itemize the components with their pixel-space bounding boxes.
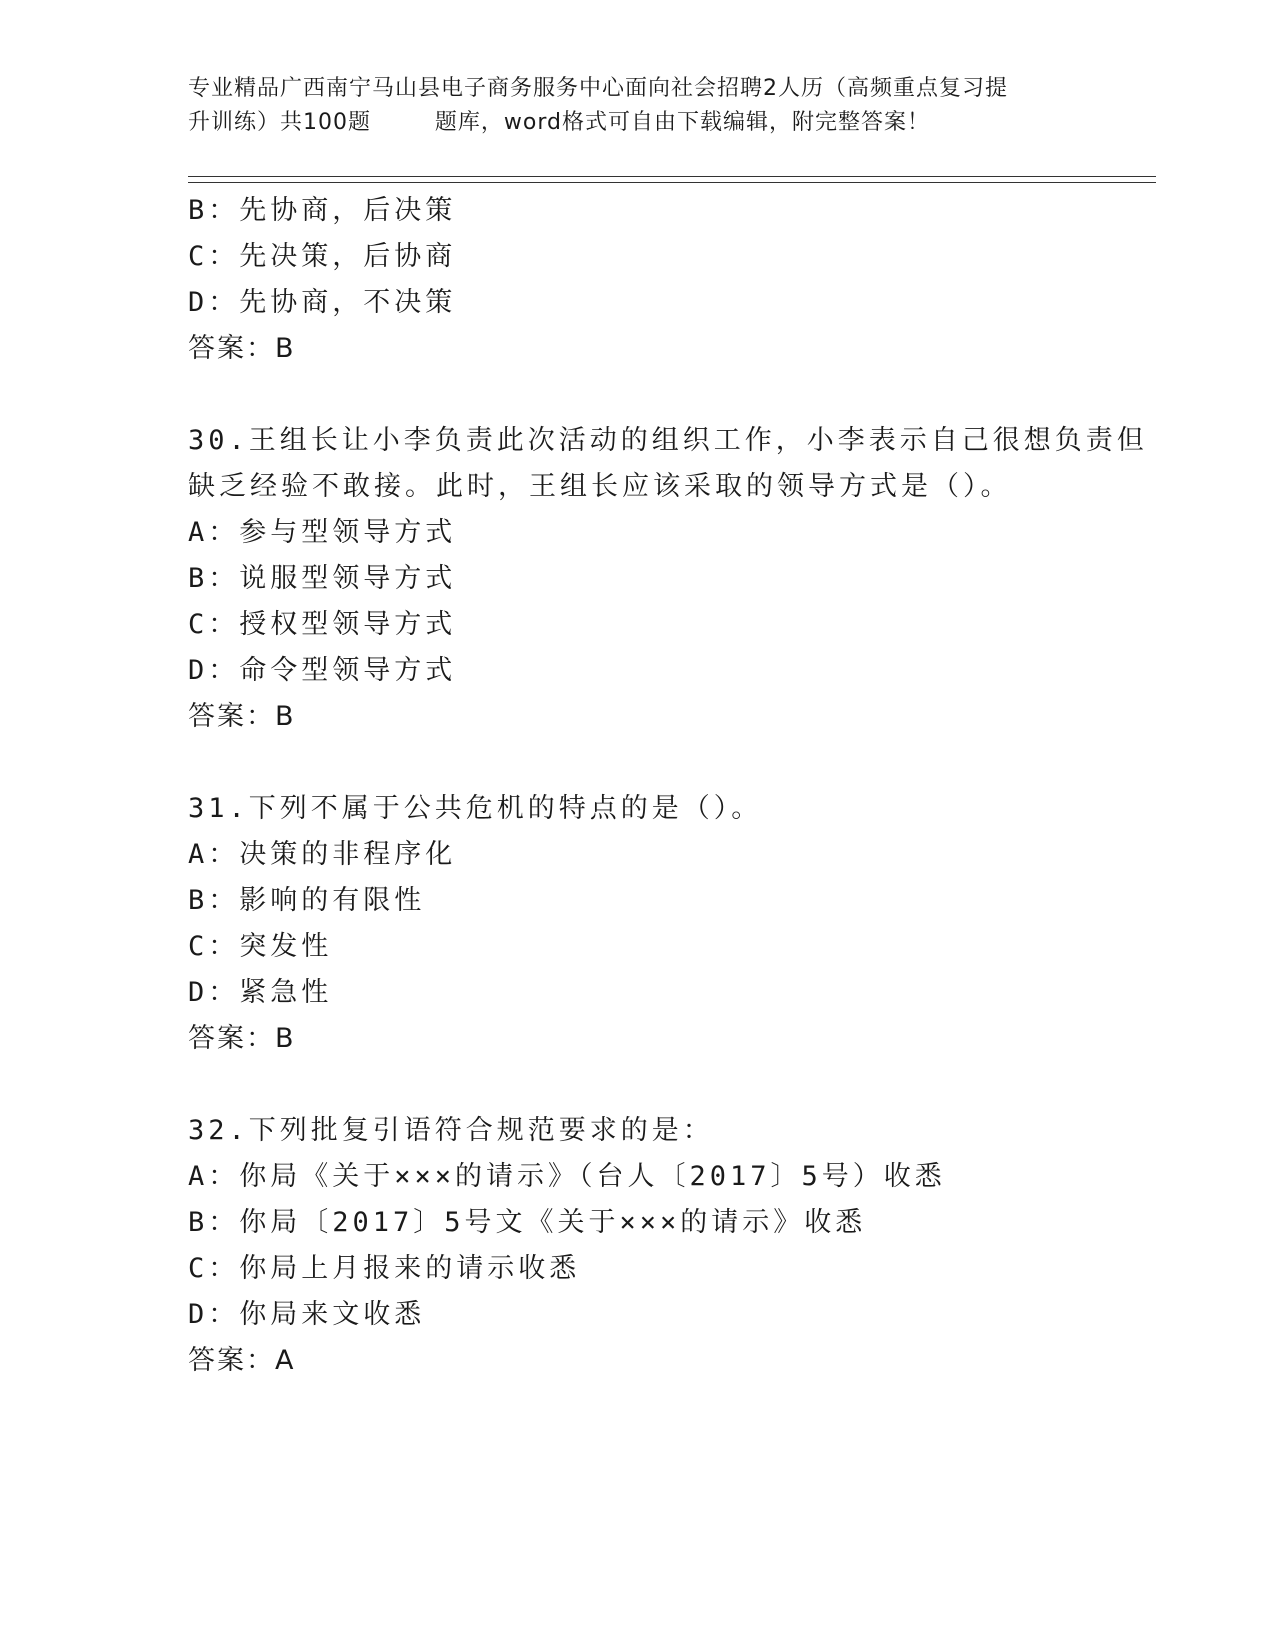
answer-label: 答案：A <box>188 1345 296 1376</box>
option-c: C：你局上月报来的请示收悉 <box>188 1253 581 1284</box>
option-a: A：参与型领导方式 <box>188 517 457 548</box>
question-stem-line: 32.下列批复引语符合规范要求的是： <box>188 1115 714 1146</box>
option-c: C：先决策，后协商 <box>188 241 457 272</box>
option-d: D：你局来文收悉 <box>188 1299 426 1330</box>
question-list <box>188 188 1148 1384</box>
option-a: A：决策的非程序化 <box>188 839 457 870</box>
option-b: B：说服型领导方式 <box>188 563 457 594</box>
option-b: B：影响的有限性 <box>188 885 426 916</box>
question-fragment <box>188 188 1128 372</box>
header-line-1: 专业精品广西南宁马山县电子商务服务中心面向社会招聘2人历（高频重点复习提 <box>188 76 1008 101</box>
option-b: B：你局〔2017〕5号文《关于×××的请示》收悉 <box>188 1207 867 1238</box>
answer-label: 答案：B <box>188 1023 296 1054</box>
header-divider-top <box>188 176 1156 177</box>
spacer <box>188 1062 1128 1108</box>
option-a: A：你局《关于×××的请示》（台人〔2017〕5号）收悉 <box>188 1161 946 1192</box>
question-stem-line: 缺乏经验不敢接。此时，王组长应该采取的领导方式是（）。 <box>188 471 1012 502</box>
answer-label: 答案：B <box>188 333 296 364</box>
question-stem-line: 30.王组长让小李负责此次活动的组织工作，小李表示自己很想负责但 <box>188 425 1148 456</box>
answer-label: 答案：B <box>188 701 296 732</box>
option-c: C：突发性 <box>188 931 333 962</box>
option-d: D：先协商，不决策 <box>188 287 457 318</box>
header-line-2: 升训练）共100题 题库，word格式可自由下载编辑，附完整答案！ <box>188 110 931 135</box>
header-divider-bottom <box>188 182 1156 183</box>
spacer <box>188 372 1128 418</box>
question-32 <box>188 1108 1128 1384</box>
question-31 <box>188 786 1128 1062</box>
option-d: D：命令型领导方式 <box>188 655 457 686</box>
document-header <box>188 72 1108 140</box>
option-d: D：紧急性 <box>188 977 333 1008</box>
spacer <box>188 740 1128 786</box>
option-c: C：授权型领导方式 <box>188 609 457 640</box>
option-b: B：先协商，后决策 <box>188 195 457 226</box>
question-30 <box>188 418 1148 740</box>
question-stem-line: 31.下列不属于公共危机的特点的是（）。 <box>188 793 763 824</box>
